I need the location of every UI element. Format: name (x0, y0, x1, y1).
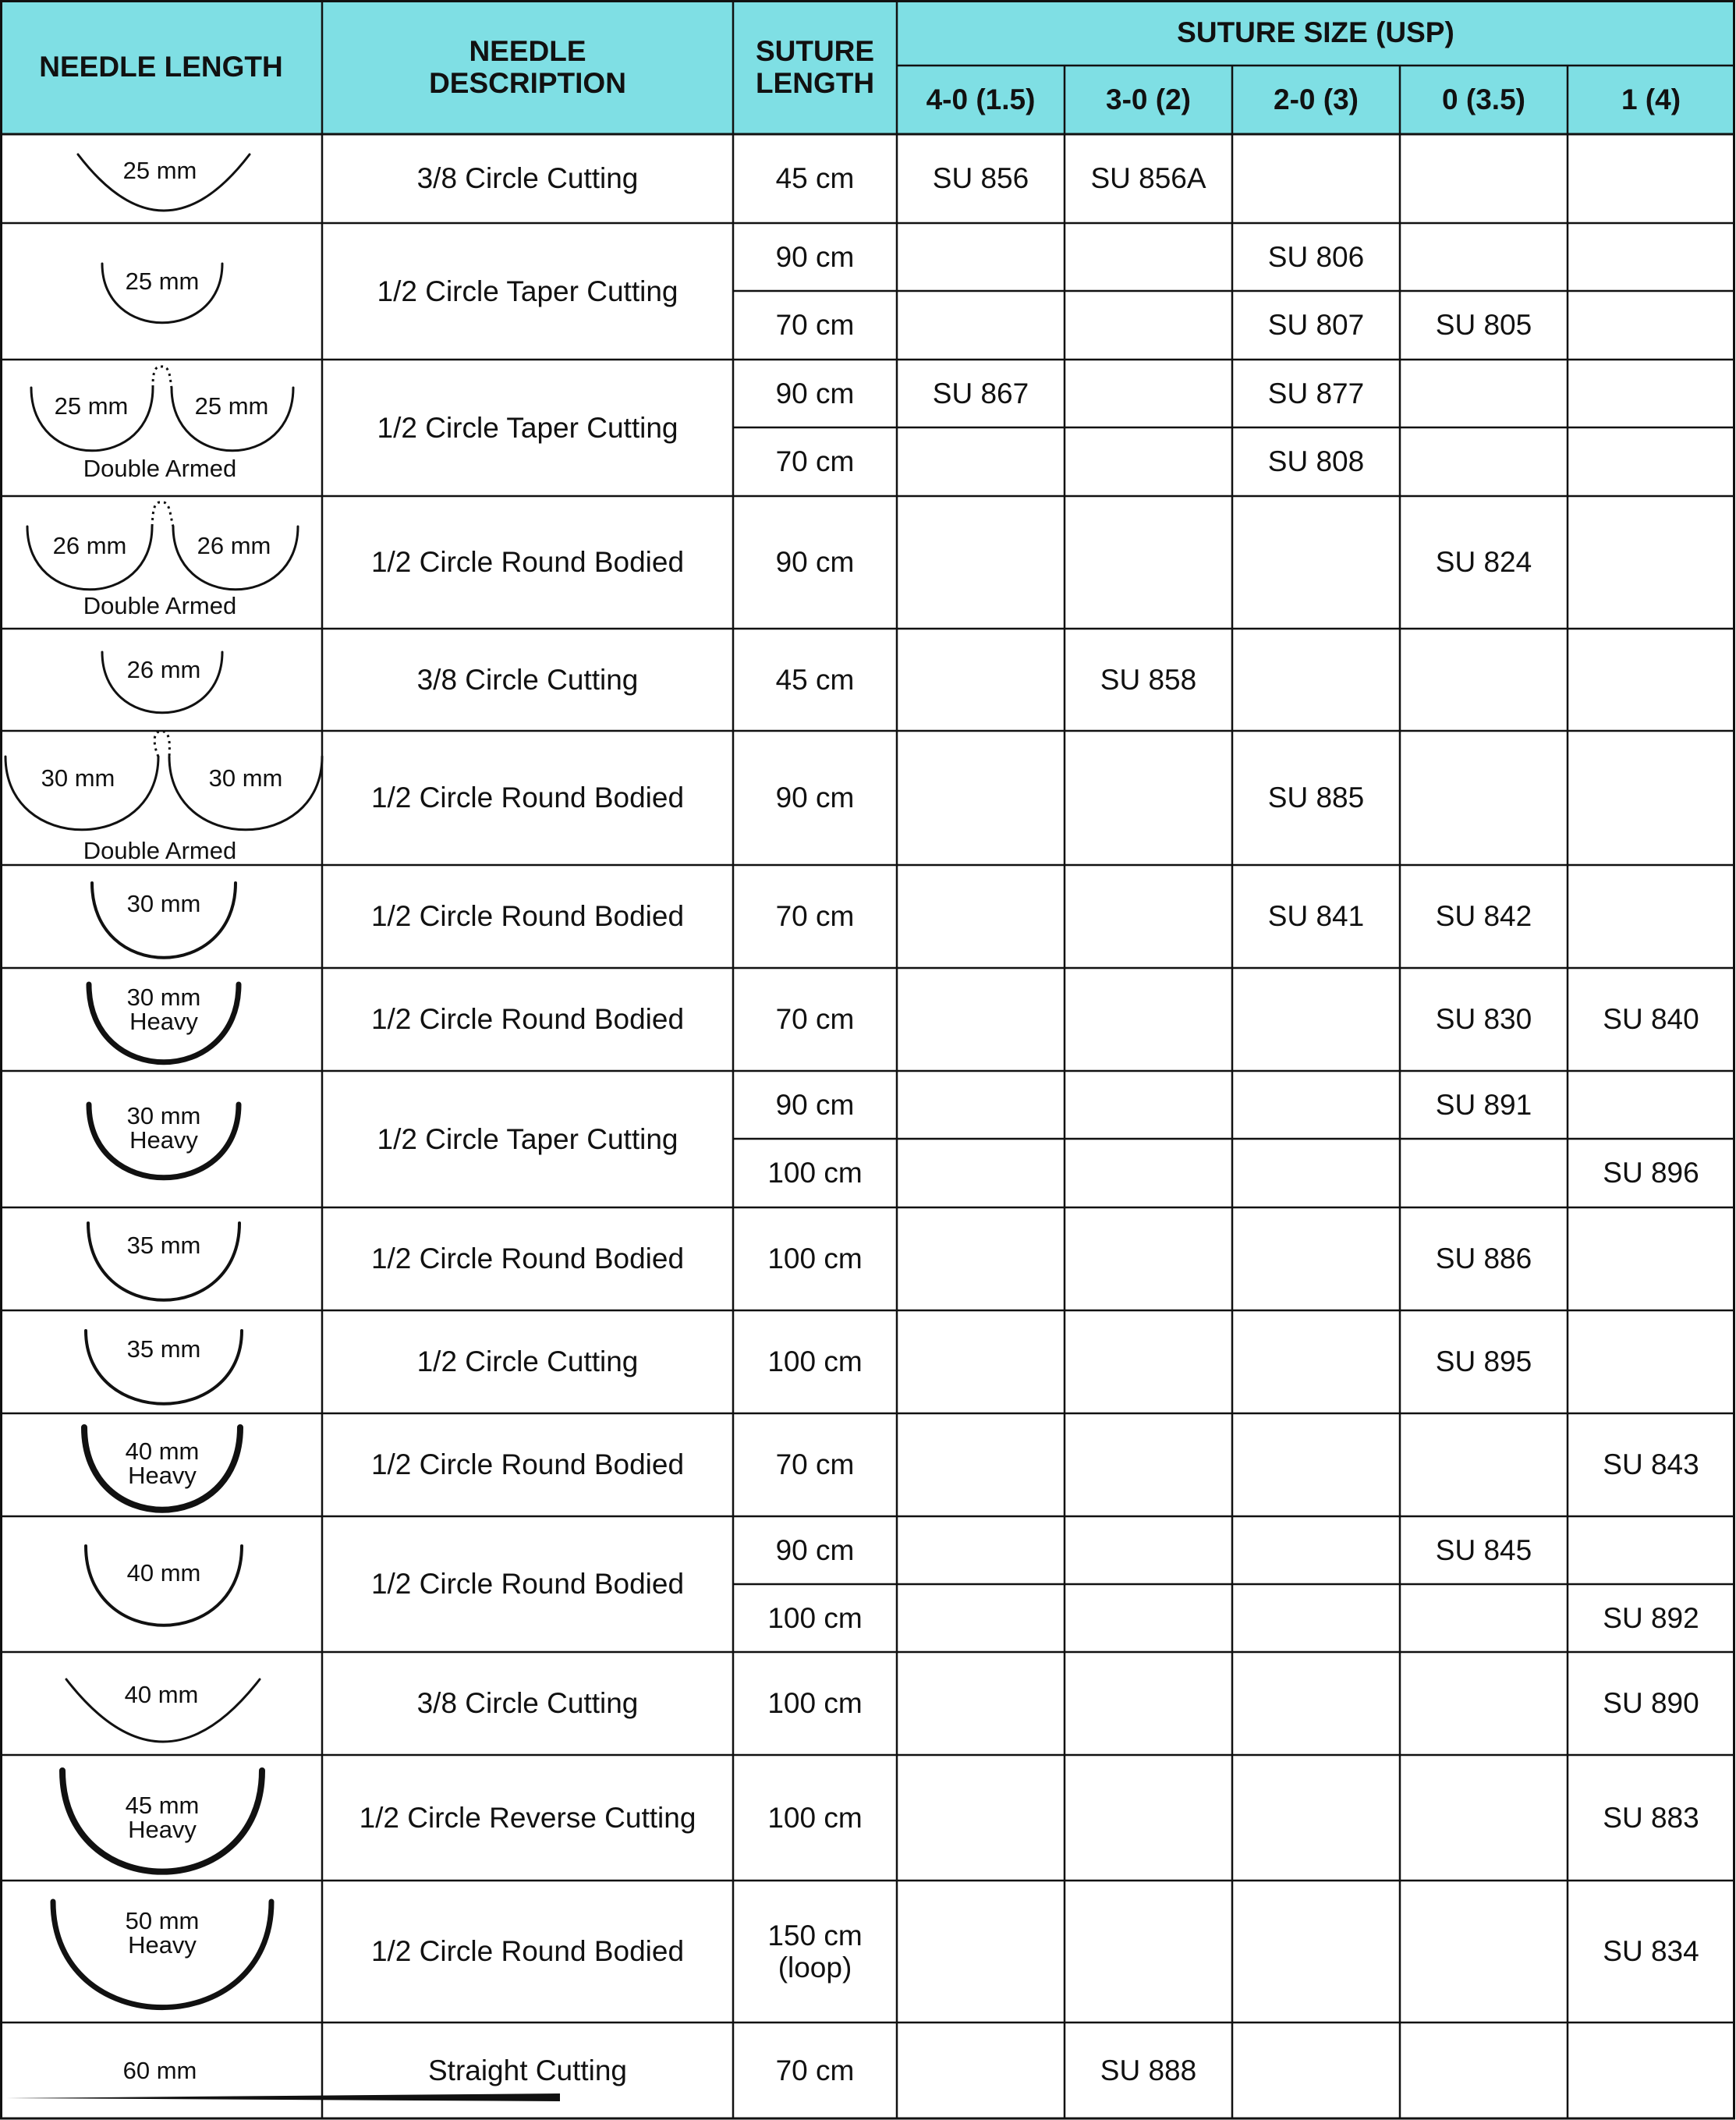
product-code: SU 888 (1100, 2054, 1197, 2086)
needle-description: 3/8 Circle Cutting (416, 1687, 639, 1720)
needle-length-label: 25 mm (54, 392, 129, 420)
needle-length-label: 26 mm (197, 531, 271, 559)
needle-description: 1/2 Circle Round Bodied (370, 1448, 685, 1481)
product-code: SU 806 (1267, 240, 1365, 273)
needle-length-label: 35 mm (126, 1335, 201, 1363)
needle-length-label: 40 mm (126, 1558, 201, 1586)
needle-description: 3/8 Circle Cutting (416, 663, 639, 696)
needle-length-label: 40 mm Heavy (125, 1438, 200, 1489)
header-needle-description: NEEDLE DESCRIPTION (429, 34, 626, 99)
suture-length-value: 45 cm (775, 663, 855, 696)
product-code: SU 867 (932, 377, 1029, 409)
needle-length-label: 60 mm (122, 2056, 197, 2084)
product-code: SU 877 (1267, 377, 1365, 409)
suture-length-value: 70 cm (775, 445, 855, 478)
suture-length-value: 100 cm (767, 1801, 863, 1834)
needle-description: 1/2 Circle Taper Cutting (377, 1122, 678, 1155)
product-code: SU 808 (1267, 445, 1365, 478)
header-size-col: 1 (4) (1621, 83, 1681, 116)
suture-length-value: 70 cm (775, 309, 855, 342)
product-code: SU 891 (1435, 1088, 1532, 1121)
needle-length-label: 26 mm (126, 655, 201, 683)
suture-loop-dotted-icon (152, 502, 173, 526)
product-code: SU 843 (1603, 1448, 1699, 1481)
needle-length-label: 50 mm Heavy (125, 1907, 200, 1959)
product-code: SU 895 (1435, 1345, 1532, 1378)
product-code: SU 856A (1090, 162, 1206, 195)
suture-length-value: 100 cm (767, 1687, 863, 1720)
suture-length-value: 70 cm (775, 2054, 855, 2086)
needle-description: 1/2 Circle Reverse Cutting (359, 1801, 696, 1834)
suture-length-value: 70 cm (775, 1448, 855, 1481)
suture-length-value: 100 cm (767, 1601, 863, 1634)
header-needle-length: NEEDLE LENGTH (39, 51, 283, 83)
double-armed-label: Double Armed (83, 836, 237, 864)
suture-loop-dotted-icon (154, 732, 169, 757)
needle-description: 1/2 Circle Round Bodied (370, 1003, 685, 1036)
product-code: SU 841 (1267, 900, 1365, 933)
needle-length-label: 35 mm (126, 1231, 201, 1259)
needle-description: 1/2 Circle Round Bodied (370, 1935, 685, 1968)
needle-description: 1/2 Circle Taper Cutting (377, 275, 678, 307)
product-code: SU 834 (1603, 1935, 1699, 1968)
double-armed-label: Double Armed (83, 591, 237, 619)
product-code: SU 845 (1435, 1533, 1532, 1566)
needle-description: 1/2 Circle Round Bodied (370, 546, 685, 579)
needle-length-label: 25 mm (122, 156, 197, 184)
suture-length-value: 90 cm (775, 1533, 855, 1566)
needle-length-label: 40 mm (124, 1680, 199, 1708)
product-code: SU 856 (932, 162, 1029, 195)
needle-description: 1/2 Circle Round Bodied (370, 782, 685, 814)
suture-length-value: 90 cm (775, 546, 855, 579)
product-code: SU 807 (1267, 309, 1365, 342)
suture-length-value: 100 cm (767, 1345, 863, 1378)
suture-length-value: 70 cm (775, 1003, 855, 1036)
needle-length-label: 45 mm Heavy (125, 1792, 200, 1843)
needle-description: 1/2 Circle Round Bodied (370, 1243, 685, 1275)
needle-length-label: 30 mm (126, 889, 201, 917)
needle-length-label: 30 mm Heavy (126, 1102, 201, 1154)
header-size-col: 2-0 (3) (1274, 83, 1359, 116)
needle-length-label: 25 mm (194, 392, 269, 420)
needle-length-label: 30 mm Heavy (126, 984, 201, 1035)
product-code: SU 892 (1603, 1601, 1699, 1634)
suture-loop-dotted-icon (153, 367, 172, 388)
needle-length-label: 30 mm (208, 764, 283, 792)
product-code: SU 840 (1603, 1003, 1699, 1036)
product-code: SU 830 (1435, 1003, 1532, 1036)
header-size-col: 4-0 (1.5) (926, 83, 1036, 116)
product-code: SU 858 (1100, 663, 1197, 696)
suture-length-value: 90 cm (775, 782, 855, 814)
suture-length-value: 150 cm (loop) (767, 1919, 863, 1984)
suture-length-value: 100 cm (767, 1157, 863, 1189)
product-code: SU 896 (1603, 1157, 1699, 1189)
product-code: SU 885 (1267, 782, 1365, 814)
needle-description: 1/2 Circle Round Bodied (370, 1568, 685, 1601)
suture-length-value: 45 cm (775, 162, 855, 195)
suture-length-value: 70 cm (775, 900, 855, 933)
suture-length-value: 90 cm (775, 240, 855, 273)
header-suture-length: SUTURE LENGTH (755, 34, 875, 99)
header-size-col: 3-0 (2) (1106, 83, 1191, 116)
needle-description: 1/2 Circle Cutting (416, 1345, 639, 1378)
needle-description: 1/2 Circle Taper Cutting (377, 411, 678, 444)
product-code: SU 805 (1435, 309, 1532, 342)
needle-description: Straight Cutting (427, 2054, 628, 2086)
double-armed-label: Double Armed (83, 454, 237, 482)
suture-length-value: 90 cm (775, 377, 855, 409)
product-code: SU 890 (1603, 1687, 1699, 1720)
header-size-col: 0 (3.5) (1442, 83, 1525, 116)
needle-description: 3/8 Circle Cutting (416, 162, 639, 195)
product-code: SU 824 (1435, 546, 1532, 579)
suture-length-value: 90 cm (775, 1088, 855, 1121)
needle-length-label: 26 mm (52, 531, 127, 559)
needle-description: 1/2 Circle Round Bodied (370, 900, 685, 933)
header-suture-size: SUTURE SIZE (USP) (1177, 16, 1454, 49)
product-code: SU 886 (1435, 1243, 1532, 1275)
needle-length-label: 30 mm (41, 764, 115, 792)
needle-length-label: 25 mm (125, 267, 200, 295)
product-code: SU 842 (1435, 900, 1532, 933)
suture-length-value: 100 cm (767, 1243, 863, 1275)
product-code: SU 883 (1603, 1801, 1699, 1834)
